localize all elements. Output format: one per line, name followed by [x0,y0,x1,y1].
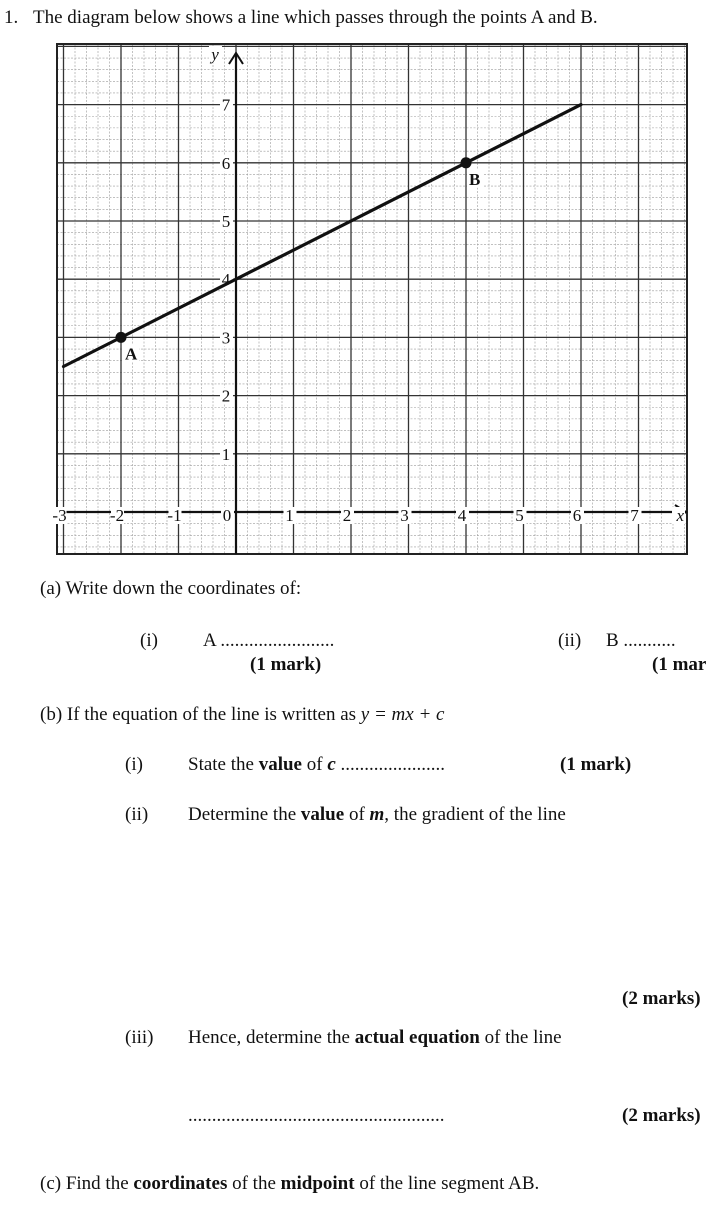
x-tick-label: -2 [109,506,125,525]
part-a-text: (a) Write down the coordinates of: [40,578,302,599]
coordinate-graph [0,0,707,575]
part-b-iii-mark: (2 marks) [622,1105,701,1126]
y-tick-label: 1 [221,444,231,464]
part-c-post: of the line segment AB. [354,1173,540,1194]
part-b-text [40,704,444,726]
x-tick-label: 4 [457,506,467,525]
point-b [461,157,472,168]
plot-line [64,105,582,367]
part-a-i-label: (i) [140,630,158,651]
part-b-prefix: (b) If the equation of the line is written as [40,704,361,725]
part-b-ii-bold: value [300,804,345,825]
tick-labels [52,45,685,525]
x-axis-label: x [676,506,684,525]
point-label-a: A [125,344,138,364]
part-b-ii-post: , the gradient of the line [384,804,566,825]
part-b-i-mark: (1 mark) [560,754,632,775]
y-tick-label: 4 [221,270,231,290]
part-a-ii-label: (ii) [558,630,582,651]
part-c-bold-midpoint: midpoint [280,1173,355,1194]
minor-grid [57,44,687,554]
part-b-iii-bold: actual equation [354,1027,480,1048]
part-b-i-mid: of [301,754,328,775]
question-number: 1. [4,7,19,28]
part-b-equation: y = mx + c [360,704,445,725]
point-a [116,332,127,343]
part-b-i-bold: value [258,754,302,775]
part-b-iii-answer[interactable]: ...................................................... [188,1105,445,1126]
part-b-ii-mark: (2 marks) [622,988,701,1009]
part-b-i-pre: State the [188,754,259,775]
x-tick-label: -3 [52,506,67,525]
part-b-i-text [188,754,445,776]
graph-border [57,44,687,554]
part-b-iii-text [188,1027,562,1049]
part-b-ii-text [188,804,566,826]
part-b-ii-pre: Determine the [188,804,301,825]
y-tick-label: 2 [221,386,231,406]
y-tick-label: 7 [221,95,231,115]
x-tick-label: 3 [400,506,409,525]
part-b-i-answer[interactable]: ...................... [335,754,445,775]
y-tick-label: 5 [221,212,231,231]
part-b-i-label: (i) [125,754,143,775]
x-tick-label: 1 [285,506,294,525]
y-axis-label: y [211,45,219,64]
series-line [64,105,582,367]
x-tick-label: 6 [572,506,582,525]
y-tick-label: 3 [221,328,231,348]
part-b-iii-pre: Hence, determine the [188,1027,355,1048]
point-label-b: B [469,169,481,189]
x-tick-label: -1 [167,506,182,525]
part-a-i-answer[interactable]: A ........................ [203,630,335,651]
part-c-text [40,1173,539,1195]
y-tick-label: 6 [221,153,231,173]
axes [57,53,686,554]
part-c-bold-coordinates: coordinates [133,1173,228,1194]
part-b-ii-label: (ii) [125,804,149,825]
part-b-iii-post: of the line [479,1027,562,1048]
part-c-mid: of the [227,1173,281,1194]
x-tick-label: 0 [222,506,232,525]
part-a-i-mark: (1 mark) [250,654,322,675]
part-b-ii-working-area[interactable] [188,840,688,980]
part-a-ii-mark: (1 mar [652,654,707,675]
question-intro: The diagram below shows a line which passes through the points A and B. [33,7,598,28]
x-tick-label: 5 [515,506,524,525]
part-a-ii-answer[interactable]: B ........... [606,630,676,651]
x-tick-label: 2 [342,506,352,525]
part-b-ii-var: m [369,804,385,825]
part-b-ii-mid: of [344,804,370,825]
plot-points [116,157,484,363]
part-b-i-var: c [327,754,336,775]
major-grid [57,44,687,554]
part-b-iii-label: (iii) [125,1027,154,1048]
part-c-pre: (c) Find the [40,1173,134,1194]
x-tick-label: 7 [630,506,639,525]
